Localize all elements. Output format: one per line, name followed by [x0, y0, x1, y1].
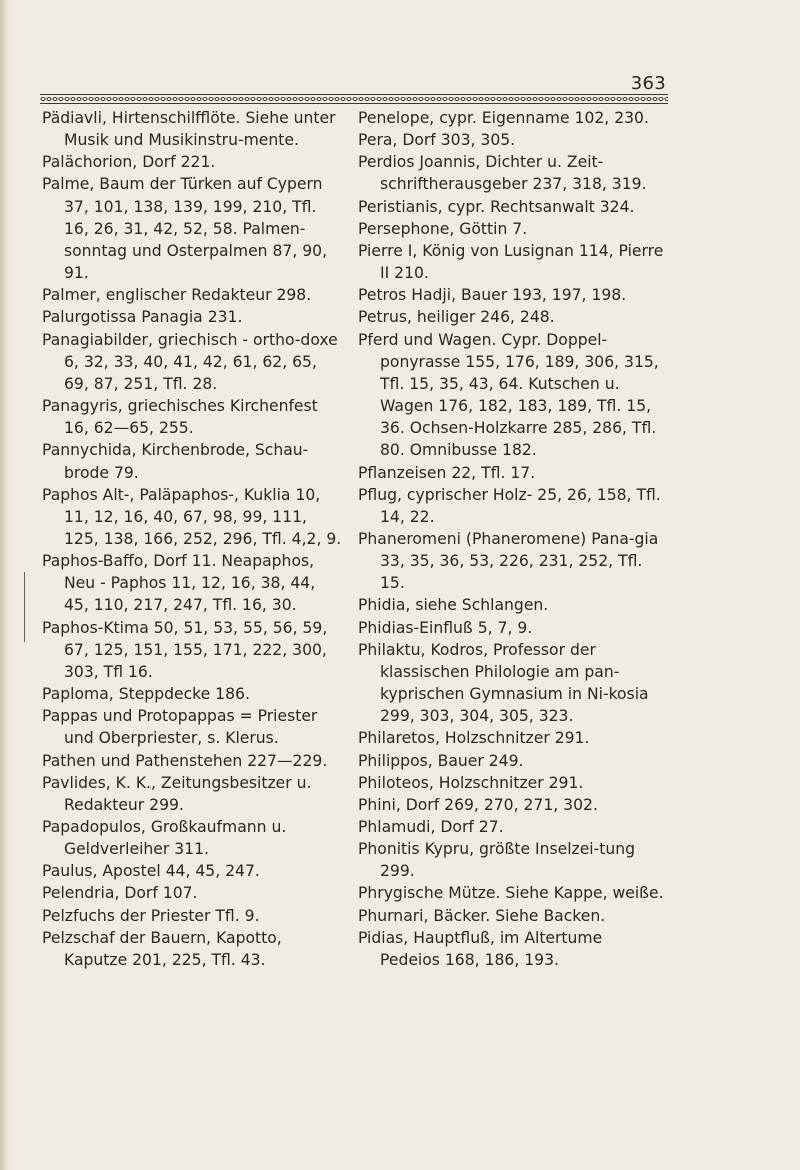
index-entry: Phlamudi, Dorf 27.: [358, 818, 504, 836]
index-column-left: [42, 107, 342, 971]
index-entry: Paphos Alt-, Paläpaphos-, Kuklia 10, 11, 12, 16, 40, 67, 98, 99, 111, 125, 138, 166, 252, 296, Tfl. 4,2, 9.: [42, 485, 342, 548]
index-entry: Pelendria, Dorf 107.: [42, 884, 198, 903]
index-entry: Pidias, Hauptfluß, im Altertume Pedeios 168, 186, 193.: [358, 928, 603, 969]
index-entry: Phidia, siehe Schlangen.: [358, 596, 549, 615]
index-entry: Paphos-Ktima 50, 51, 53, 55, 56, 59, 67, 125, 151, 155, 171, 222, 300, 303, Tfl 16.: [42, 618, 328, 681]
index-entry: Petrus, heiliger 246, 248.: [358, 308, 555, 327]
page-edge-shadow: [0, 0, 8, 1170]
index-entry: Phrygische Mütze. Siehe Kappe, weiße.: [358, 884, 664, 903]
index-entry: Philippos, Bauer 249.: [358, 751, 524, 770]
index-entry: Papadopulos, Großkaufmann u. Geldverleiher 311.: [42, 818, 287, 859]
index-entry: Philoteos, Holzschnitzer 291.: [358, 773, 584, 792]
index-entry: Pflug, cyprischer Holz- 25, 26, 158, Tfl. 14, 22.: [358, 485, 661, 526]
index-entry: Pflanzeisen 22, Tfl. 17.: [358, 463, 536, 482]
index-entry: Phonitis Kypru, größte Inselzei-tung 299.: [358, 840, 636, 881]
index-entry: Philaretos, Holzschnitzer 291.: [358, 729, 590, 748]
page-number: 363: [630, 73, 666, 94]
index-entry: Petros Hadji, Bauer 193, 197, 198.: [358, 286, 627, 305]
index-entry: Pädiavli, Hirtenschilfflöte. Siehe unter Musik und Musikinstru-mente.: [42, 109, 336, 150]
margin-pencil-mark: [24, 572, 25, 642]
index-entry: Perdios Joannis, Dichter u. Zeit-schriftherausgeber 237, 318, 319.: [358, 153, 647, 194]
index-entry: Pelzfuchs der Priester Tfl. 9.: [42, 906, 260, 925]
index-entry: Phaneromeni (Phaneromene) Pana-gia 33, 35, 36, 53, 226, 231, 252, Tfl. 15.: [358, 529, 659, 593]
index-entry: Palurgotissa Panagia 231.: [42, 308, 243, 327]
index-entry: Pathen und Pathenstehen 227—229.: [42, 751, 328, 770]
index-entry: Pferd und Wagen. Cypr. Doppel-ponyrasse 155, 176, 189, 306, 315, Tfl. 15, 35, 43, 64. Kutschen u. Wagen 176, 182, 183, 189, Tfl. 15, 36. Ochsen-Holzkarre 285, 286, Tfl. 80. Omnibusse 182.: [358, 330, 659, 460]
index-entry: Paploma, Steppdecke 186.: [42, 685, 250, 704]
index-entry: Pelzschaf der Bauern, Kapotto, Kaputze 201, 225, Tfl. 43.: [42, 928, 282, 969]
index-entry: Panagiabilder, griechisch - ortho-doxe 6, 32, 33, 40, 41, 42, 61, 62, 65, 69, 87, 251, Tfl. 28.: [42, 330, 338, 393]
index-entry: Phurnari, Bäcker. Siehe Backen.: [358, 906, 606, 925]
index-entry: Paulus, Apostel 44, 45, 247.: [42, 862, 260, 881]
index-entry: Pannychida, Kirchenbrode, Schau-brode 79.: [42, 441, 309, 482]
index-entry: Phidias-Einfluß 5, 7, 9.: [358, 618, 533, 637]
index-entry: Paphos-Baffo, Dorf 11. Neapaphos, Neu - Paphos 11, 12, 16, 38, 44, 45, 110, 217, 247, Tfl. 16, 30.: [42, 552, 316, 615]
index-entry: Palächorion, Dorf 221.: [42, 153, 216, 172]
index-entry: Phini, Dorf 269, 270, 271, 302.: [358, 795, 598, 814]
index-column-right: [358, 107, 666, 971]
index-entry: Pappas und Protopappas = Priester und Oberpriester, s. Klerus.: [42, 707, 318, 748]
index-entry: Persephone, Göttin 7.: [358, 219, 528, 238]
index-entry: Palmer, englischer Redakteur 298.: [42, 286, 312, 305]
index-entry: Panagyris, griechisches Kirchenfest 16, 62—65, 255.: [42, 397, 318, 438]
ornamental-header-rule: [40, 94, 668, 104]
index-entry: Pierre I, König von Lusignan 114, Pierre II 210.: [358, 241, 664, 283]
index-entry: Pavlides, K. K., Zeitungsbesitzer u. Redakteur 299.: [42, 773, 312, 814]
index-entry: Peristianis, cypr. Rechtsanwalt 324.: [358, 197, 635, 216]
index-entry: Philaktu, Kodros, Professor der klassischen Philologie am pan-kyprischen Gymnasium in Ni-kosia 299, 303, 304, 305, 323.: [358, 640, 649, 726]
index-entry: Penelope, cypr. Eigenname 102, 230.: [358, 109, 649, 127]
index-entry: Palme, Baum der Türken auf Cypern 37, 101, 138, 139, 199, 210, Tfl. 16, 26, 31, 42, 52, 58. Palmen-sonntag und Osterpalmen 87, 90, 91.: [42, 175, 328, 283]
index-entry: Pera, Dorf 303, 305.: [358, 131, 516, 150]
